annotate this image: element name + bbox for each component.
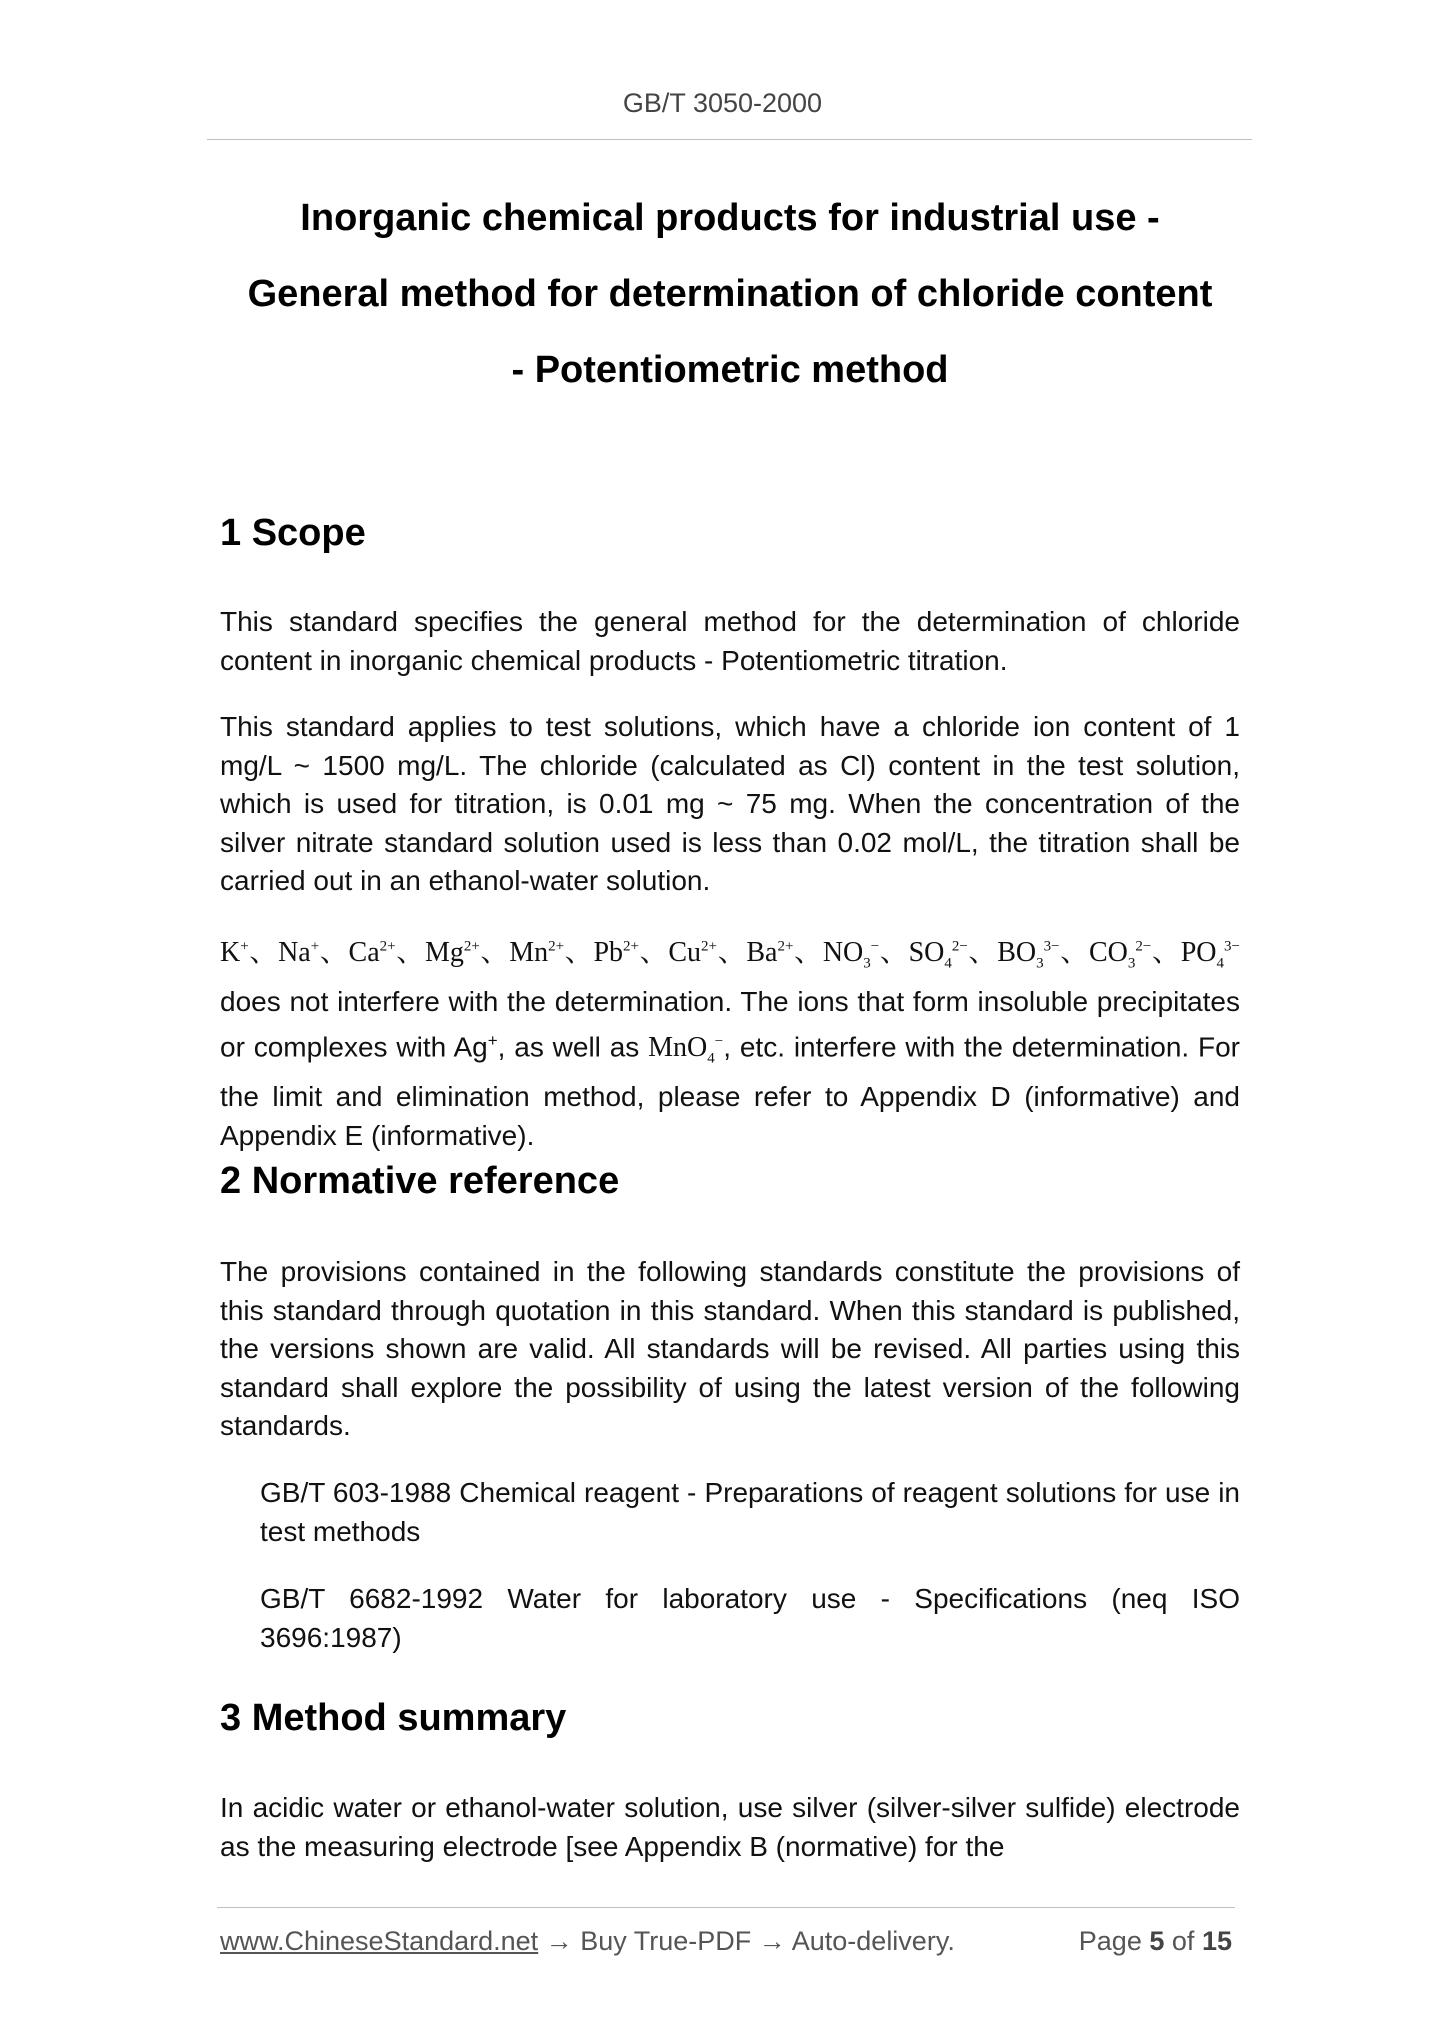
footer-divider: [217, 1907, 1235, 1908]
title-line-2: General method for determination of chloride content: [247, 273, 1213, 315]
section-3-heading: 3 Method summary: [220, 1697, 567, 1739]
scope-paragraph-2: This standard applies to test solutions, which have a chloride ion content of 1 mg/L ~ 1500 mg/L. The chloride (calculated as Cl) content in the test solution, which is used for titration, is 0.01 mg ~ 75 mg. When the concentration of the silver nitrate standard solution used is less than 0.02 mol/L, the titration shall be carried out in an ethanol-water solution.: [220, 711, 1240, 896]
scope-paragraph-3: [220, 928, 1240, 1155]
permanganate-formula: MnO$_4$−: [648, 1032, 724, 1067]
footer-promo: [220, 1926, 955, 1957]
site-link[interactable]: www.ChineseStandard.net: [220, 1926, 539, 1956]
normative-paragraph: The provisions contained in the following standards constitute the provisions of this standard through quotation in this standard. When this standard is published, the versions shown are valid. All standards will be revised. All parties using this standard shall explore the possibility of using the latest version of the following standards.: [220, 1256, 1240, 1441]
scope-text-c: , etc. interfere with the determination. For the limit and elimination method, please refer to Appendix D (informative) and Appendix E (informative).: [220, 1031, 1241, 1151]
ion-list-formula: K+、Na+、$Ca^{2+}$、$Mg^{2+}$、$Mn^{2+}$、$Pb^{2+}$、$Cu^{2+}$、$Ba^{2+}$、$NO_3^-$、$SO_4^{2-}$、$BO_3^{3-}$、$CO_3^{2-}$、$PO_4^{3-}$: [220, 937, 1240, 972]
method-summary-paragraph: In acidic water or ethanol-water solution, use silver (silver-silver sulfide) electrode as the measuring electrode [see Appendix B (normative) for the: [220, 1792, 1240, 1862]
document-id-header: GB/T 3050-2000: [622, 88, 823, 118]
page-number: [1079, 1926, 1232, 1957]
scope-text-a: does not interfere with the determination. The ions that form insoluble precipitates or complexes with Ag: [220, 986, 1240, 1063]
page-label: Page: [1078, 1926, 1142, 1956]
page-of: of: [1171, 1926, 1195, 1956]
scope-text-b: , as well as: [497, 1031, 640, 1063]
scope-paragraph-1: This standard specifies the general method for the determination of chloride content in inorganic chemical products - Potentiometric titration.: [220, 606, 1240, 676]
title-line-3: - Potentiometric method: [511, 349, 949, 391]
page-current: 5: [1149, 1926, 1165, 1956]
reference-item-2: GB/T 6682-1992 Water for laboratory use - Specifications (neq ISO 3696:1987): [260, 1583, 1240, 1653]
section-1-heading: 1 Scope: [220, 512, 366, 554]
reference-item-1: GB/T 603-1988 Chemical reagent - Preparations of reagent solutions for use in test methods: [260, 1477, 1240, 1547]
document-title: [200, 180, 1260, 408]
section-2-heading: 2 Normative reference: [220, 1160, 620, 1202]
title-line-1: Inorganic chemical products for industrial use -: [300, 197, 1160, 239]
ag-charge: +: [487, 1030, 498, 1050]
header-divider: [207, 139, 1252, 140]
footer-promo-text: → Buy True-PDF → Auto-delivery.: [538, 1926, 955, 1956]
page-total: 15: [1201, 1926, 1232, 1956]
